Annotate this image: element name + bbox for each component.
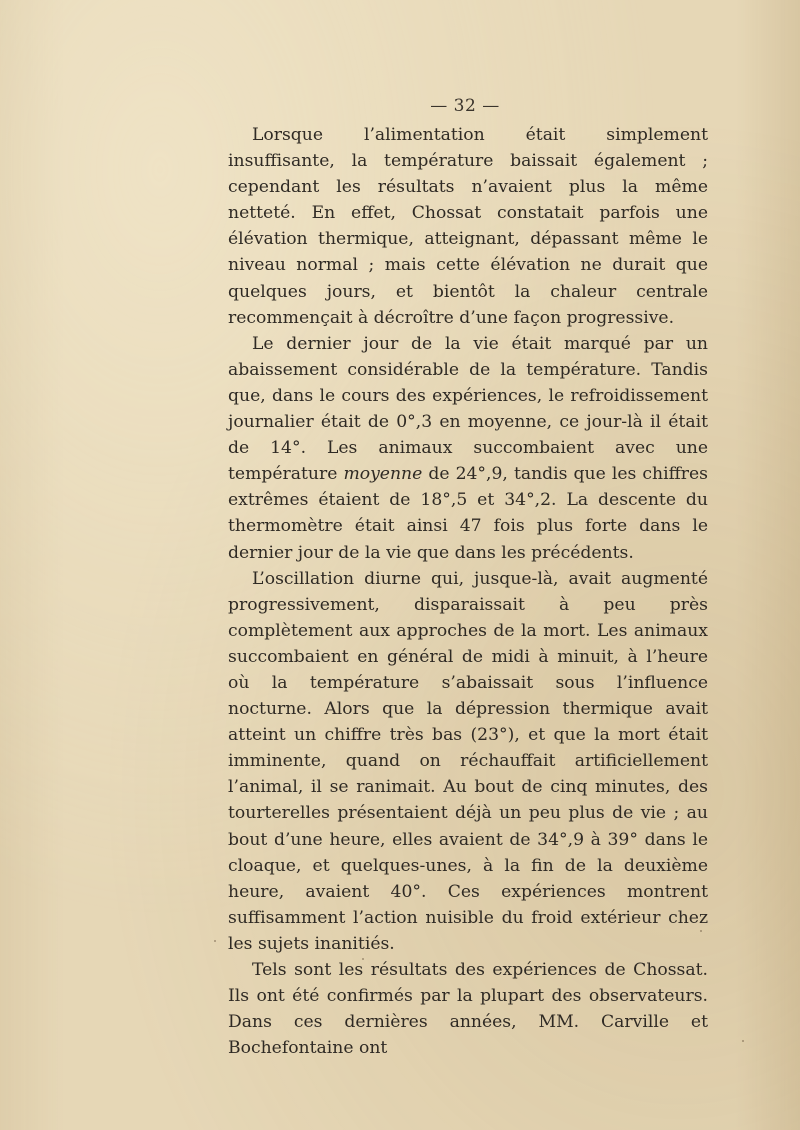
paragraph-oscillation-diurne: L’oscillation diurne qui, jusque-là, avait augmenté progressivement, disparaissait à peu près complètement aux approches de la mort. Les animaux succombaient en général de midi à minuit, à l’heure où la température s’abaissait sous l’influence nocturne. Alors que la dépression thermique avait atteint un chiffre très bas (23°), et que la mort était imminente, quand on réchauffait artificiellement l’animal, il se ranimait. Au bout de cinq minutes, des tourterelles présentaient déjà un peu plus de vie ; au bout d’une heure, elles avaient de 34°,9 à 39° dans le cloaque, et quelques-unes, à la fin de la deuxième heure, avaient 40°. Ces expériences montrent suffisamment l’action nuisible du froid extérieur chez les sujets inanitiés. (228, 568, 708, 954)
paragraph-dernier-jour-after: de 24°,9, tandis que les chiffres extrêmes étaient de 18°,5 et 34°,2. La descente du thermomètre était ainsi 47 fois plus forte dans le dernier jour de la vie que dans les précédents. (228, 464, 708, 563)
paper-speck (214, 940, 216, 942)
paragraph-alimentation: Lorsque l’alimentation était simplement insuffisante, la température baissait également ; cependant les résultats n’avaient plus la même netteté. En effet, Chossat constatait parfois une élévation thermique, atteignant, dépassant même le niveau normal ; mais cette élévation ne durait que quelques jours, et bientôt la chaleur centrale recommençait à décroître d’une façon progressive. (228, 125, 708, 328)
paper-speck (700, 930, 702, 932)
paper-speck (742, 1040, 744, 1042)
paragraph-dernier-jour-before: Le dernier jour de la vie était marqué par un abaissement considérable de la température. Tandis que, dans le cours des expériences, le refroidissement journalier était de 0°,3 en moyenne, ce jour-là il était de 14°. Les animaux succombaient avec une température (228, 333, 708, 485)
paragraph-dernier-jour (228, 331, 708, 566)
emphasis-moyenne: moyenne (343, 464, 423, 485)
page-number: — 32 — (430, 96, 500, 116)
paper-speck (362, 958, 364, 960)
paragraph-chossat-results: Tels sont les résultats des expériences de Chossat. Ils ont été confirmés par la plupart des observateurs. Dans ces dernières années, MM. Carville et Bochefontaine ont (228, 960, 708, 1059)
body-text (228, 122, 708, 1061)
